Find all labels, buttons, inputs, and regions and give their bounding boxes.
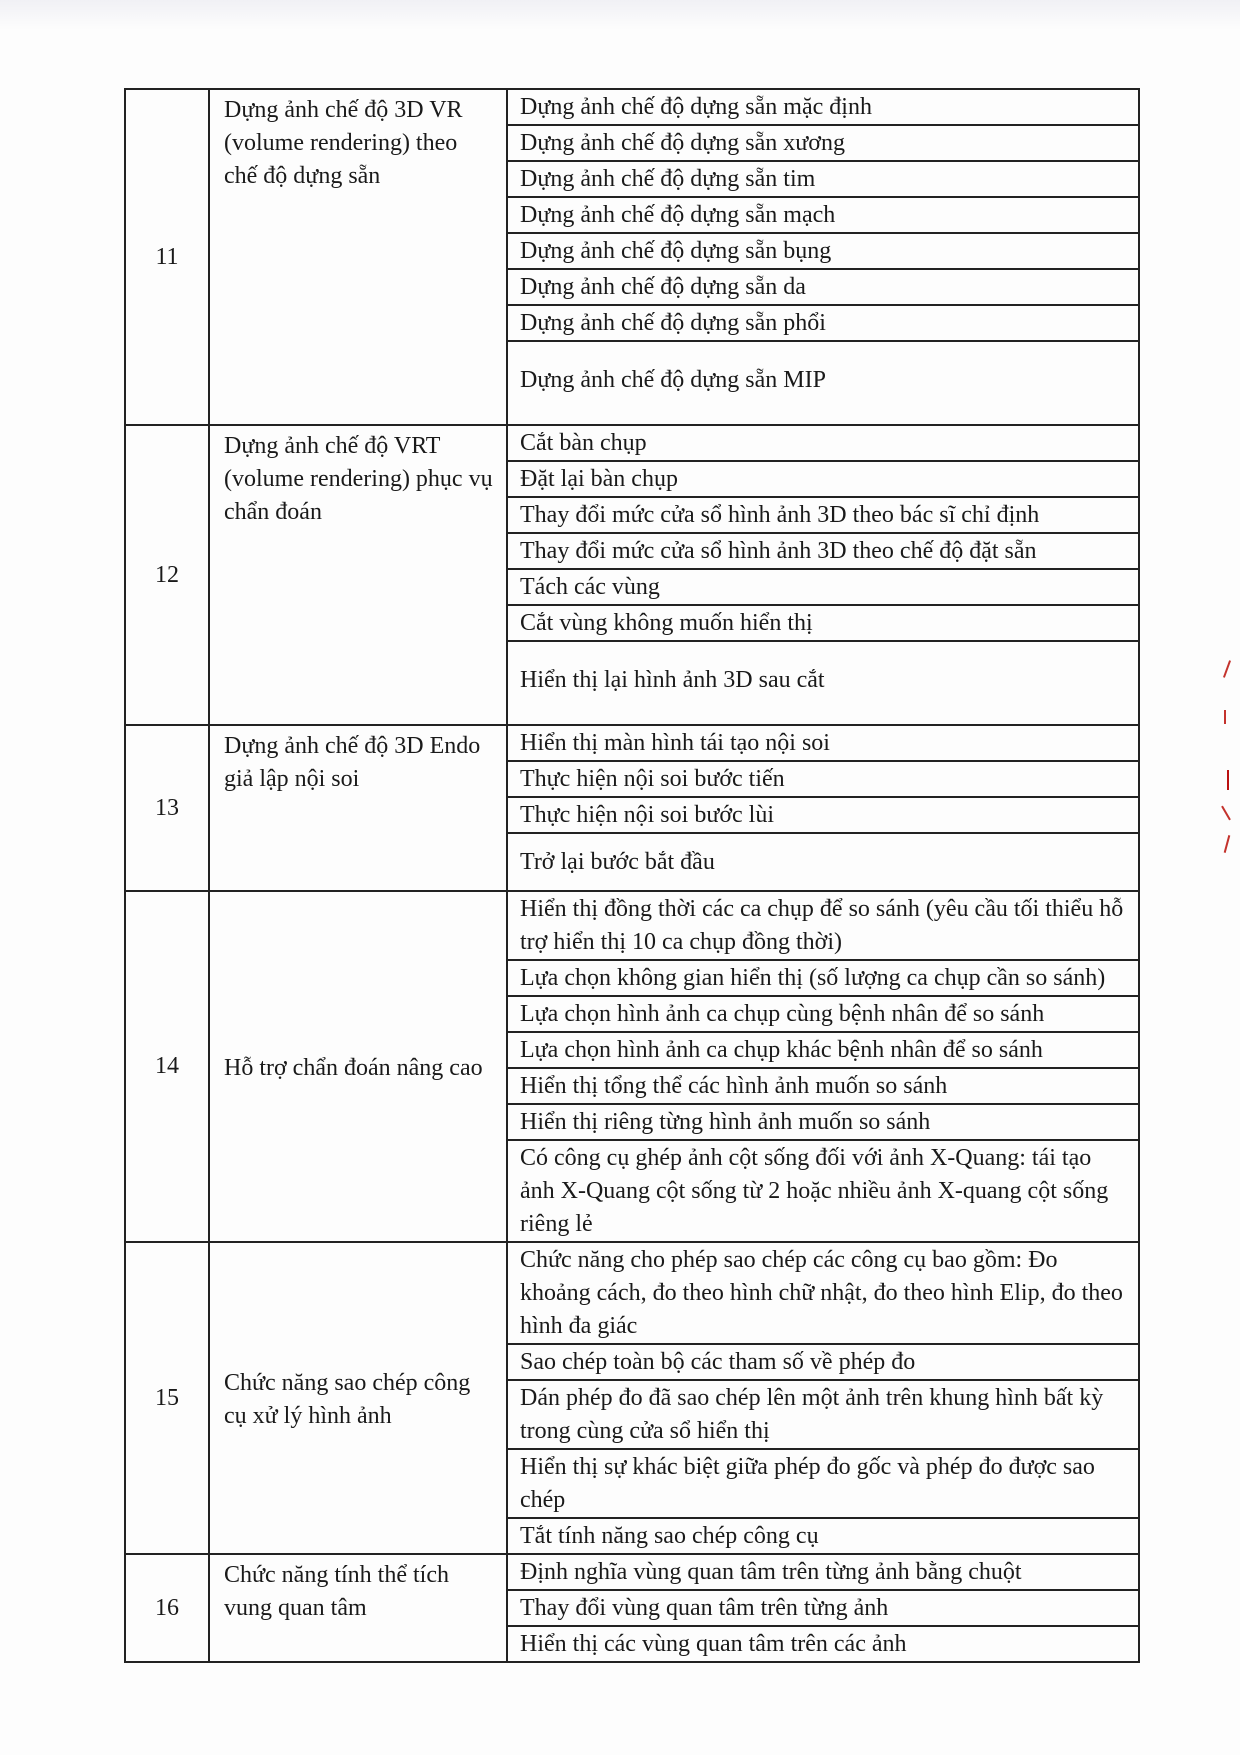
- feature-item: Đặt lại bàn chụp: [508, 462, 1138, 498]
- feature-list: [507, 725, 1139, 891]
- specification-table: [124, 88, 1140, 1663]
- feature-item: Trở lại bước bắt đầu: [520, 849, 715, 875]
- feature-item: Tắt tính năng sao chép công cụ: [520, 1523, 819, 1549]
- function-name: Hỗ trợ chẩn đoán nâng cao: [209, 891, 507, 1242]
- feature-item: Hiển thị màn hình tái tạo nội soi: [508, 726, 1138, 762]
- feature-item: Sao chép toàn bộ các tham số về phép đo: [508, 1345, 1138, 1381]
- table-row: [125, 425, 1139, 725]
- feature-item: Hiển thị các vùng quan tâm trên các ảnh: [520, 1631, 907, 1657]
- function-name: Chức năng tính thể tích vung quan tâm: [209, 1554, 507, 1662]
- feature-item: Hiển thị riêng từng hình ảnh muốn so sánh: [508, 1105, 1138, 1141]
- row-number: 12: [125, 425, 209, 725]
- feature-list: [507, 1554, 1139, 1662]
- feature-list: [507, 1242, 1139, 1554]
- feature-item: Định nghĩa vùng quan tâm trên từng ảnh bằng chuột: [508, 1555, 1138, 1591]
- feature-item: Dán phép đo đã sao chép lên một ảnh trên khung hình bất kỳ trong cùng cửa sổ hiển thị: [508, 1381, 1138, 1450]
- feature-item: Cắt vùng không muốn hiển thị: [508, 606, 1138, 642]
- feature-item: Thực hiện nội soi bước tiến: [508, 762, 1138, 798]
- feature-item: Có công cụ ghép ảnh cột sống đối với ảnh X-Quang: tái tạo ảnh X-Quang cột sống từ 2 hoặc nhiều ảnh X-quang cột sống riêng lẻ: [520, 1145, 1109, 1237]
- feature-item: Dựng ảnh chế độ dựng sẵn xương: [508, 126, 1138, 162]
- feature-list: [507, 425, 1139, 725]
- margin-stamp-marks: [1218, 660, 1236, 860]
- feature-item: Thay đổi mức cửa sổ hình ảnh 3D theo bác sĩ chỉ định: [508, 498, 1138, 534]
- feature-item: Hiển thị sự khác biệt giữa phép đo gốc và phép đo được sao chép: [508, 1450, 1138, 1519]
- feature-item: Hiển thị đồng thời các ca chụp để so sánh (yêu cầu tối thiểu hỗ trợ hiển thị 10 ca chụp đồng thời): [508, 892, 1138, 961]
- scan-edge: [0, 0, 1240, 30]
- feature-list: [507, 891, 1139, 1242]
- row-number: 13: [125, 725, 209, 891]
- feature-item: Dựng ảnh chế độ dựng sẵn tim: [508, 162, 1138, 198]
- row-number: 14: [125, 891, 209, 1242]
- row-number: 11: [125, 89, 209, 425]
- function-name: Chức năng sao chép công cụ xử lý hình ảnh: [209, 1242, 507, 1554]
- feature-item: Dựng ảnh chế độ dựng sẵn da: [508, 270, 1138, 306]
- table-row: [125, 725, 1139, 891]
- feature-item: Hiển thị lại hình ảnh 3D sau cắt: [520, 667, 825, 693]
- function-name: Dựng ảnh chế độ 3D Endo giả lập nội soi: [209, 725, 507, 891]
- row-number: 15: [125, 1242, 209, 1554]
- feature-list: [507, 89, 1139, 425]
- feature-item: Dựng ảnh chế độ dựng sẵn phổi: [508, 306, 1138, 342]
- feature-item: Dựng ảnh chế độ dựng sẵn mặc định: [508, 90, 1138, 126]
- feature-item: Dựng ảnh chế độ dựng sẵn bụng: [508, 234, 1138, 270]
- table-row: [125, 891, 1139, 1242]
- feature-item: Tách các vùng: [508, 570, 1138, 606]
- row-number: 16: [125, 1554, 209, 1662]
- function-name: Dựng ảnh chế độ VRT (volume rendering) phục vụ chẩn đoán: [209, 425, 507, 725]
- function-name: Dựng ảnh chế độ 3D VR (volume rendering) theo chế độ dựng sẵn: [209, 89, 507, 425]
- feature-item: Thực hiện nội soi bước lùi: [508, 798, 1138, 834]
- feature-item: Chức năng cho phép sao chép các công cụ bao gồm: Đo khoảng cách, đo theo hình chữ nhật, đo theo hình Elip, đo theo hình đa giác: [508, 1243, 1138, 1345]
- feature-item: Thay đổi mức cửa sổ hình ảnh 3D theo chế độ đặt sẵn: [508, 534, 1138, 570]
- feature-item: Hiển thị tổng thể các hình ảnh muốn so sánh: [508, 1069, 1138, 1105]
- table-row: [125, 89, 1139, 425]
- feature-item: Thay đổi vùng quan tâm trên từng ảnh: [508, 1591, 1138, 1627]
- table-row: [125, 1242, 1139, 1554]
- feature-item: Dựng ảnh chế độ dựng sẵn mạch: [508, 198, 1138, 234]
- feature-item: Dựng ảnh chế độ dựng sẵn MIP: [520, 367, 826, 393]
- feature-item: Lựa chọn hình ảnh ca chụp khác bệnh nhân để so sánh: [508, 1033, 1138, 1069]
- feature-item: Cắt bàn chụp: [508, 426, 1138, 462]
- table-row: [125, 1554, 1139, 1662]
- feature-item: Lựa chọn hình ảnh ca chụp cùng bệnh nhân để so sánh: [508, 997, 1138, 1033]
- feature-item: Lựa chọn không gian hiển thị (số lượng ca chụp cần so sánh): [508, 961, 1138, 997]
